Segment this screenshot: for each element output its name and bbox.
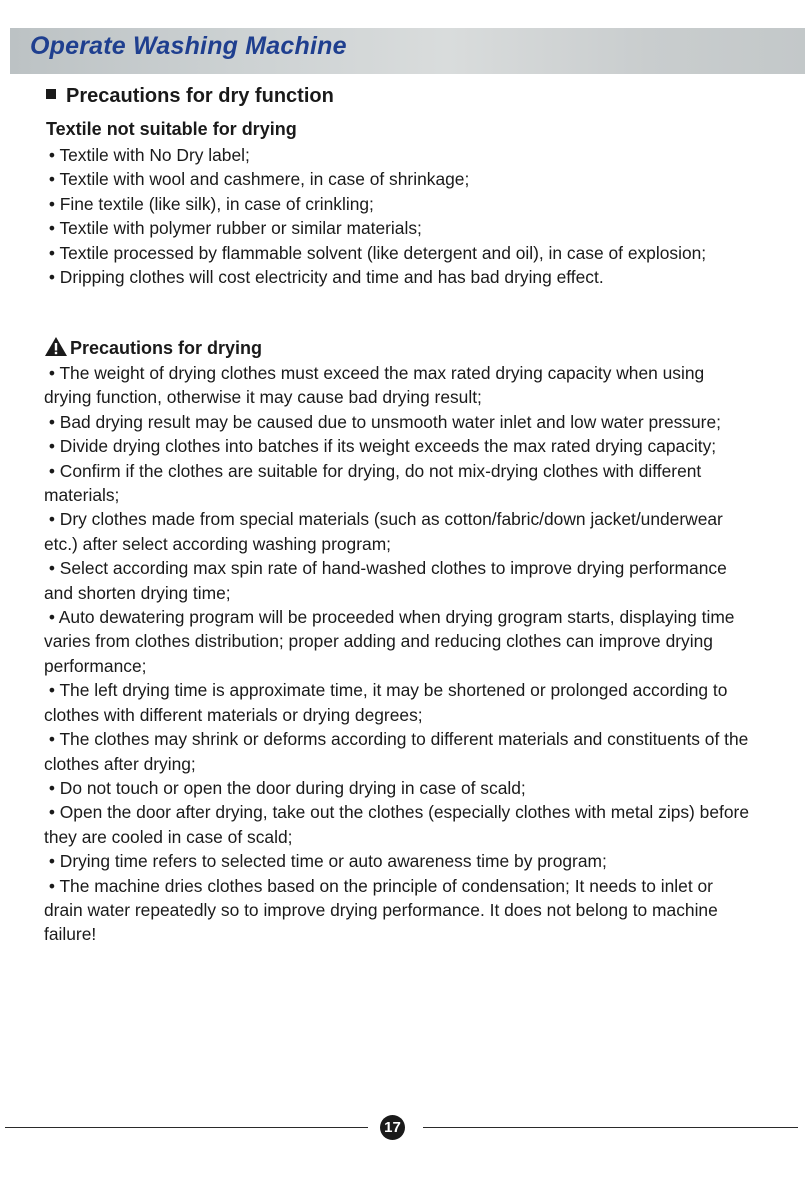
dry-function-heading <box>46 85 334 108</box>
square-bullet-icon <box>46 89 56 99</box>
not-suitable-subheading: Textile not suitable for drying <box>46 119 297 139</box>
list-item: • Open the door after drying, take out the clothes (especially clothes with metal zips) before they are cooled in case of scald; <box>44 802 749 847</box>
list-item: • Textile processed by flammable solvent (like detergent and oil), in case of explosion; <box>44 242 707 263</box>
list-item: • Textile with wool and cashmere, in case of shrinkage; <box>44 169 470 190</box>
dry-function-heading-text: Precautions for dry function <box>66 85 334 107</box>
footer-rule-right <box>423 1127 798 1128</box>
not-suitable-list <box>44 143 756 289</box>
list-item: • Textile with polymer rubber or similar materials; <box>44 218 422 239</box>
drying-precautions-list <box>44 361 756 947</box>
list-item: • Dripping clothes will cost electricity and time and has bad drying effect. <box>44 267 604 288</box>
list-item: • Divide drying clothes into batches if its weight exceeds the max rated drying capacity; <box>44 436 717 457</box>
list-item: • Confirm if the clothes are suitable for drying, do not mix-drying clothes with different materials; <box>44 460 702 506</box>
list-item: • The machine dries clothes based on the principle of condensation; It needs to inlet or drain water repeatedly so to improve drying performance. It does not belong to machine failure! <box>44 875 718 945</box>
drying-precautions-heading <box>44 336 262 359</box>
list-item: • Textile with No Dry label; <box>44 145 250 165</box>
list-item: • Do not touch or open the door during drying in case of scald; <box>44 777 526 798</box>
drying-precautions-heading-text: Precautions for drying <box>70 338 263 358</box>
list-item: • The clothes may shrink or deforms according to different materials and constituents of the clothes after drying; <box>44 729 749 774</box>
footer-rule-left <box>5 1127 368 1128</box>
list-item: • Drying time refers to selected time or auto awareness time by program; <box>44 851 607 872</box>
list-item: • Dry clothes made from special materials (such as cotton/fabric/down jacket/underwear etc.) after select according washing program; <box>44 509 723 554</box>
list-item: • Auto dewatering program will be proceeded when drying grogram starts, displaying time varies from clothes distribution; proper adding and reducing clothes can improve drying performance; <box>44 607 735 676</box>
list-item: • Select according max spin rate of hand-washed clothes to improve drying performance and shorten drying time; <box>44 558 727 603</box>
warning-triangle-icon <box>44 336 68 357</box>
list-item: • Bad drying result may be caused due to unsmooth water inlet and low water pressure; <box>44 411 721 432</box>
page-title: Operate Washing Machine <box>30 32 347 60</box>
page-number-badge: 17 <box>380 1115 405 1140</box>
list-item: • The left drying time is approximate time, it may be shortened or prolonged according to clothes with different materials or drying degrees; <box>44 680 728 725</box>
list-item: • Fine textile (like silk), in case of crinkling; <box>44 193 374 214</box>
list-item: • The weight of drying clothes must exceed the max rated drying capacity when using drying function, otherwise it may cause bad drying result; <box>44 363 705 408</box>
